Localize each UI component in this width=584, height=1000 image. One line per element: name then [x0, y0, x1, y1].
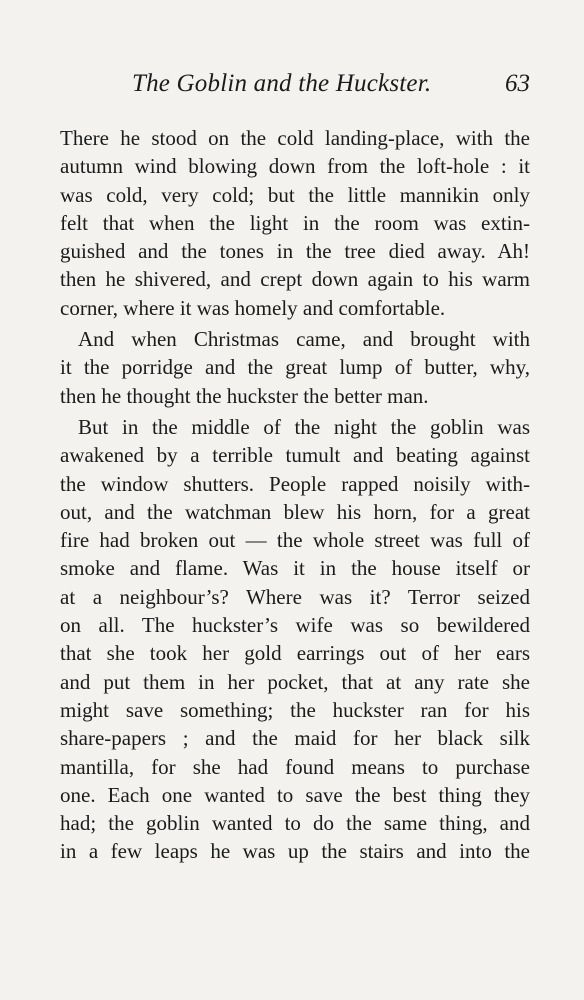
text-line: and put them in her pocket, that at any rate she [60, 669, 530, 694]
text-line: on all. The huckster’s wife was so bewildered [60, 613, 530, 638]
text-line: at a neighbour’s? Where was it? Terror seized [60, 584, 530, 609]
text-line: might save something; the huckster ran for his [60, 697, 530, 722]
text-line: it the porridge and the great lump of butter, why, [60, 355, 530, 380]
body-text [60, 124, 530, 866]
page-number: 63 [505, 70, 530, 97]
text-line: mantilla, for she had found means to purchase [60, 754, 530, 779]
text-line: But in the middle of the night the goblin was [78, 414, 530, 439]
text-line: then he shivered, and crept down again to his warm [60, 267, 530, 292]
text-line: share-papers ; and the maid for her black silk [60, 726, 530, 751]
text-line: awakened by a terrible tumult and beating against [60, 443, 530, 468]
text-line: the window shutters. People rapped noisily with- [60, 471, 530, 496]
text-line: And when Christmas came, and brought with [78, 327, 530, 352]
text-line: then he thought the huckster the better man. [60, 383, 429, 408]
running-head [60, 70, 530, 106]
text-line: There he stood on the cold landing-place, with the [60, 126, 530, 150]
text-line: out, and the watchman blew his horn, for a great [60, 499, 530, 524]
text-line: that she took her gold earrings out of her ears [60, 641, 530, 666]
text-line: had; the goblin wanted to do the same thing, and [60, 811, 530, 836]
text-line: corner, where it was homely and comfortable. [60, 295, 446, 320]
text-line: fire had broken out — the whole street was full of [60, 528, 530, 553]
text-line: felt that when the light in the room was extin- [60, 210, 530, 235]
text-line: was cold, very cold; but the little mannikin only [60, 182, 530, 207]
text-line: autumn wind blowing down from the loft-hole : it [60, 154, 530, 179]
running-title: The Goblin and the Huckster. [132, 70, 432, 97]
text-line: one. Each one wanted to save the best thing they [60, 782, 530, 807]
text-line: in a few leaps he was up the stairs and into the [60, 839, 530, 864]
text-line: guished and the tones in the tree died away. Ah! [60, 239, 530, 264]
text-line: smoke and flame. Was it in the house itself or [60, 556, 530, 581]
